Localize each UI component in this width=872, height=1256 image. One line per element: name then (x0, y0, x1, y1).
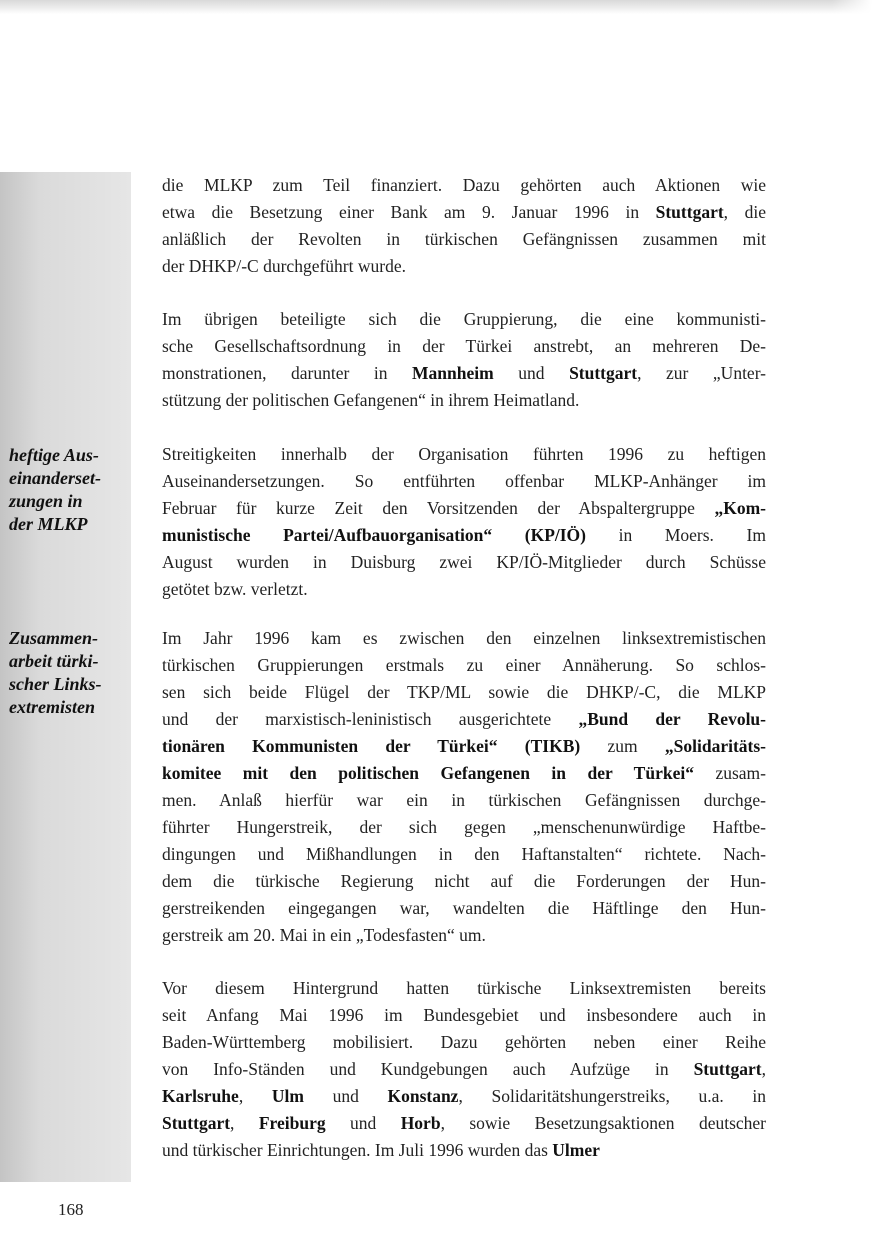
text-line (162, 1083, 766, 1110)
bold-term: komitee mit den politischen Gefangenen in der Türkei“ (162, 763, 694, 783)
margin-note-line: zungen in (9, 491, 83, 511)
text-line (162, 226, 766, 253)
text-run: stützung der politischen Gefangenen“ in ihrem Heimatland. (162, 390, 580, 410)
text-run: , (761, 1059, 766, 1079)
text-line (162, 706, 766, 733)
bold-term: munistische Partei/Aufbauorganisation“ (KP/IÖ) (162, 525, 586, 545)
margin-note-line: Zusammen- (9, 628, 99, 648)
text-run: etwa die Besetzung einer Bank am 9. Januar 1996 in (162, 202, 656, 222)
text-line (162, 814, 766, 841)
text-line (162, 841, 766, 868)
bold-term: tionären Kommunisten der Türkei“ (TIKB) (162, 736, 581, 756)
margin-note-zusammenarbeit (9, 627, 134, 719)
text-line (162, 1056, 766, 1083)
text-line (162, 522, 766, 549)
text-line (162, 199, 766, 226)
text-line (162, 679, 766, 706)
bold-term: „Solidaritäts- (664, 736, 766, 756)
paragraph (162, 975, 766, 1164)
text-line (162, 1137, 766, 1164)
text-run: sen sich beide Flügel der TKP/ML sowie die DHKP/-C, die MLKP (162, 682, 766, 702)
text-line (162, 922, 766, 949)
text-run: zum (580, 736, 665, 756)
bold-term: Mannheim (412, 363, 494, 383)
text-run: Im Jahr 1996 kam es zwischen den einzelnen linksextremistischen (162, 628, 766, 648)
bold-term: Stuttgart (655, 202, 724, 222)
text-line (162, 652, 766, 679)
text-run: getötet bzw. verletzt. (162, 579, 308, 599)
bold-term: „Bund der Revolu- (578, 709, 766, 729)
bold-term: Karlsruhe (162, 1086, 239, 1106)
margin-note-line: extremisten (9, 697, 95, 717)
paragraph (162, 625, 766, 949)
text-run: Im übrigen beteiligte sich die Gruppierung, die eine kommunisti- (162, 309, 766, 329)
text-line (162, 787, 766, 814)
text-run: und der marxistisch-leninistisch ausgerichtete (162, 709, 579, 729)
text-run: Baden-Württemberg mobilisiert. Dazu gehörten neben einer Reihe (162, 1032, 766, 1052)
text-run: und (303, 1086, 388, 1106)
text-run: monstrationen, darunter in (162, 363, 413, 383)
text-line (162, 253, 766, 280)
text-run: der DHKP/-C durchgeführt wurde. (162, 256, 406, 276)
text-run: , sowie Besetzungsaktionen deutscher (440, 1113, 767, 1133)
text-line (162, 576, 766, 603)
margin-note-line: scher Links- (9, 674, 102, 694)
bold-term: Stuttgart (162, 1113, 231, 1133)
text-line (162, 625, 766, 652)
text-run: , die (723, 202, 766, 222)
text-run: führter Hungerstreik, der sich gegen „menschenunwürdige Haftbe- (162, 817, 766, 837)
paragraph (162, 441, 766, 603)
text-line (162, 468, 766, 495)
text-run: men. Anlaß hierfür war ein in türkischen Gefängnissen durchge- (162, 790, 766, 810)
text-run: türkischen Gruppierungen erstmals zu einer Annäherung. So schlos- (162, 655, 766, 675)
page-number: 168 (58, 1200, 84, 1219)
text-run: gerstreik am 20. Mai in ein „Todesfasten“ um. (162, 925, 486, 945)
text-line (162, 1029, 766, 1056)
text-run: die MLKP zum Teil finanziert. Dazu gehörten auch Aktionen wie (162, 175, 766, 195)
text-line (162, 1110, 766, 1137)
margin-note-heftige-auseinandersetzungen (9, 444, 134, 536)
paragraph (162, 172, 766, 280)
text-run: , zur „Unter- (637, 363, 766, 383)
text-run: gerstreikenden eingegangen war, wandelten die Häftlinge den Hun- (162, 898, 766, 918)
text-run: und türkischer Einrichtungen. Im Juli 1996 wurden das (162, 1140, 553, 1160)
text-line (162, 387, 766, 414)
bold-term: Stuttgart (693, 1059, 762, 1079)
text-run: Streitigkeiten innerhalb der Organisation führten 1996 zu heftigen (162, 444, 766, 464)
text-run: von Info-Ständen und Kundgebungen auch Aufzüge in (162, 1059, 694, 1079)
margin-note-line: einanderset- (9, 468, 101, 488)
bold-term: Konstanz (387, 1086, 459, 1106)
bold-term: Ulmer (552, 1140, 600, 1160)
text-run: und (493, 363, 570, 383)
text-run: August wurden in Duisburg zwei KP/IÖ-Mitglieder durch Schüsse (162, 552, 766, 572)
text-run: dingungen und Mißhandlungen in den Haftanstalten“ richtete. Nach- (162, 844, 766, 864)
text-line (162, 549, 766, 576)
text-run: und (325, 1113, 401, 1133)
text-line (162, 895, 766, 922)
bold-term: Horb (400, 1113, 441, 1133)
bold-term: „Kom- (714, 498, 766, 518)
text-run: , (230, 1113, 259, 1133)
margin-note-line: heftige Aus- (9, 445, 99, 465)
margin-note-line: arbeit türki- (9, 651, 99, 671)
text-run: in Moers. Im (586, 525, 766, 545)
text-run: Auseinandersetzungen. So entführten offenbar MLKP-Anhänger im (162, 471, 766, 491)
text-line (162, 360, 766, 387)
text-line (162, 172, 766, 199)
text-run: Februar für kurze Zeit den Vorsitzenden der Abspaltergruppe (162, 498, 715, 518)
margin-note-line: der MLKP (9, 514, 88, 534)
text-line (162, 975, 766, 1002)
text-line (162, 733, 766, 760)
text-run: dem die türkische Regierung nicht auf die Forderungen der Hun- (162, 871, 766, 891)
text-line (162, 333, 766, 360)
bold-term: Freiburg (258, 1113, 326, 1133)
text-line (162, 441, 766, 468)
text-run: zusam- (693, 763, 766, 783)
text-line (162, 306, 766, 333)
bold-term: Stuttgart (569, 363, 638, 383)
text-line (162, 760, 766, 787)
text-run: seit Anfang Mai 1996 im Bundesgebiet und insbesondere auch in (162, 1005, 766, 1025)
bold-term: Ulm (271, 1086, 304, 1106)
text-run: , Solidaritätshungerstreiks, u.a. in (458, 1086, 767, 1106)
text-run: , (238, 1086, 272, 1106)
text-line (162, 1002, 766, 1029)
text-run: Vor diesem Hintergrund hatten türkische Linksextremisten bereits (162, 978, 766, 998)
text-run: anläßlich der Revolten in türkischen Gefängnissen zusammen mit (162, 229, 766, 249)
text-line (162, 868, 766, 895)
text-run: sche Gesellschaftsordnung in der Türkei anstrebt, an mehreren De- (162, 336, 766, 356)
paragraph (162, 306, 766, 414)
scan-top-shadow (0, 0, 872, 14)
text-line (162, 495, 766, 522)
